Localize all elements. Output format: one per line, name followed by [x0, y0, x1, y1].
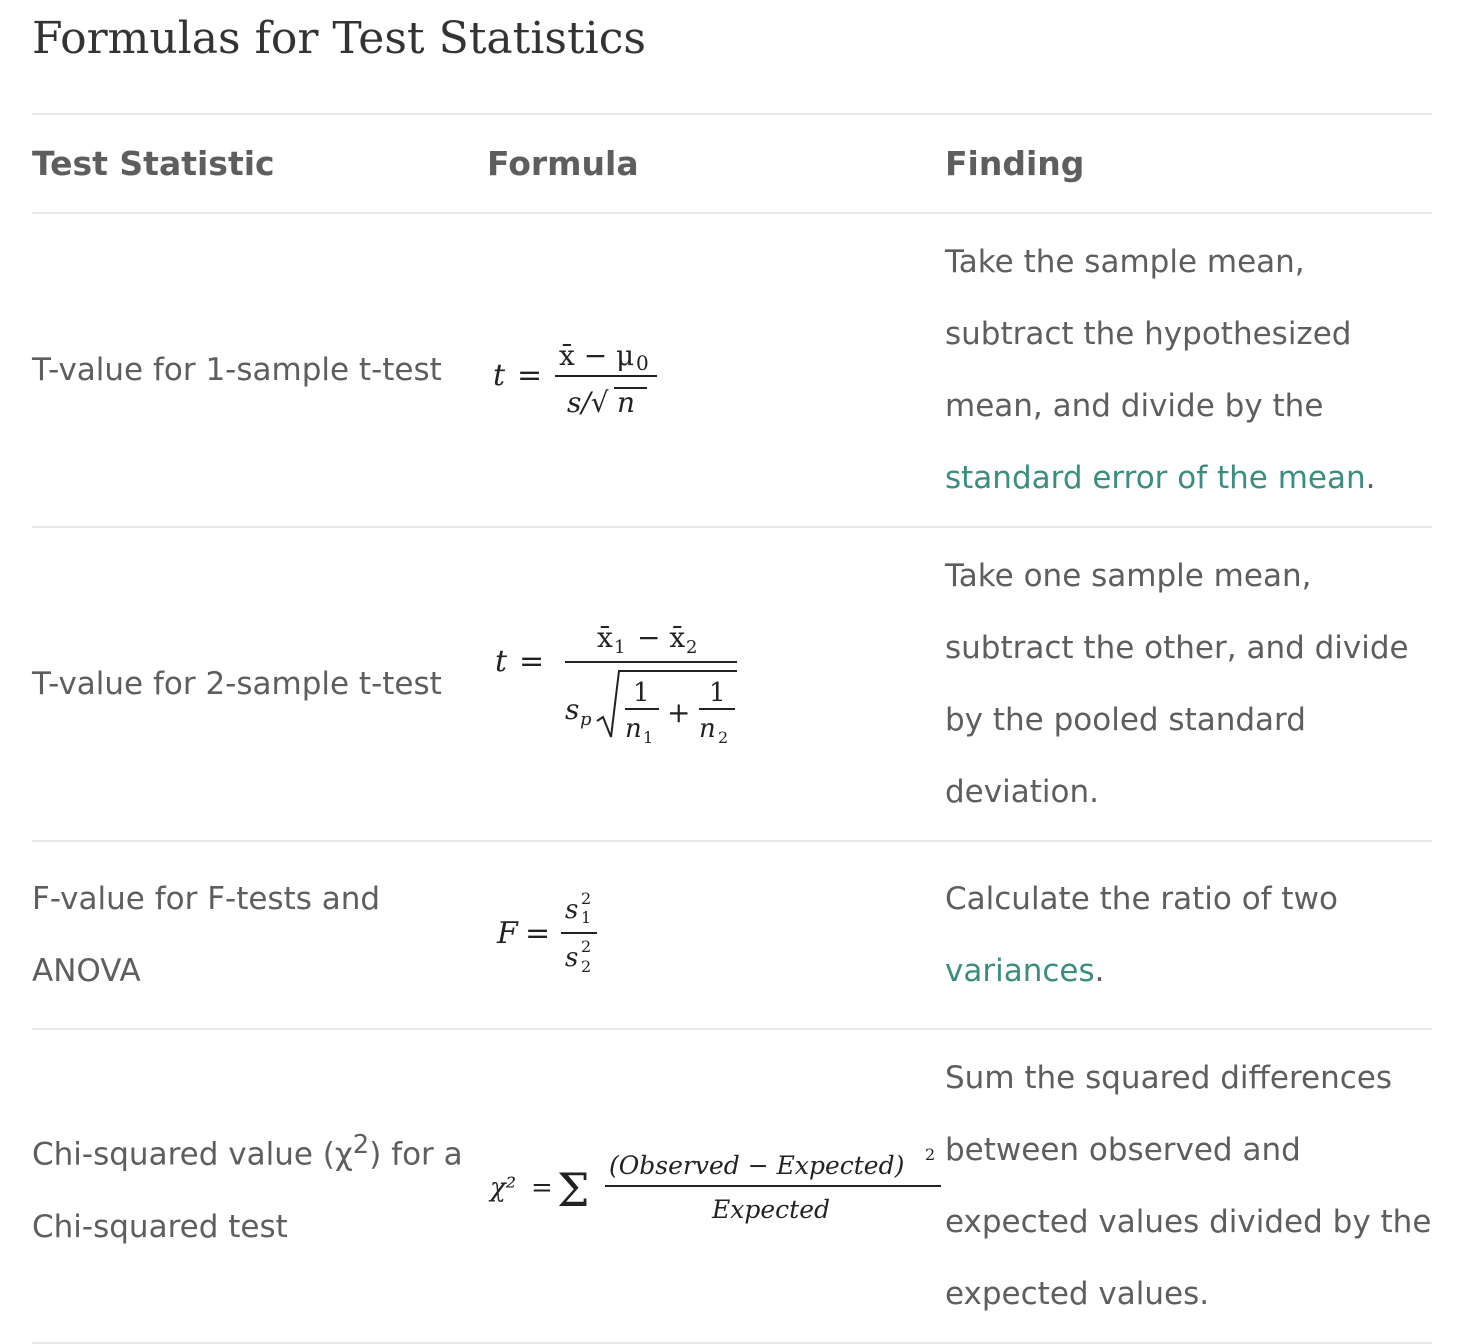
table-header-row	[32, 114, 1432, 213]
header-formula: Formula	[487, 114, 945, 213]
svg-text:t: t	[495, 644, 508, 679]
table-row	[32, 1029, 1432, 1343]
svg-text:2: 2	[581, 937, 592, 956]
svg-text:2: 2	[718, 728, 729, 747]
page-title: Formulas for Test Statistics	[32, 13, 646, 64]
svg-text:n: n	[699, 714, 716, 744]
chi-denominator: Expected	[712, 1195, 830, 1224]
table-row	[32, 213, 1432, 527]
svg-text:2: 2	[686, 637, 698, 658]
finding-text: Take one sample mean, subtract the other, and divide by the pooled standard deviation.	[945, 527, 1432, 841]
svg-text:0: 0	[636, 351, 649, 375]
svg-text:2: 2	[581, 889, 592, 908]
svg-text:=: =	[517, 358, 543, 393]
formula-t-one-sample	[487, 213, 945, 527]
formula-f-value	[487, 841, 945, 1029]
statistic-name: F-value for F-tests and ANOVA	[32, 841, 487, 1029]
statistic-name: Chi-squared value $(\chi^2)$ for a Chi-squared test	[32, 1029, 487, 1343]
formula-image	[487, 1136, 945, 1236]
table-row	[32, 841, 1432, 1029]
svg-text:− x̄: − x̄	[637, 621, 686, 654]
svg-text:=: =	[519, 644, 545, 679]
svg-text:p: p	[580, 709, 592, 730]
svg-text:=: =	[525, 916, 551, 951]
standard-error-link[interactable]: standard error of the mean	[945, 460, 1366, 496]
svg-text:s: s	[565, 943, 579, 973]
svg-text:s: s	[565, 895, 579, 925]
svg-text:1: 1	[709, 678, 726, 708]
svg-text:=: =	[531, 1173, 553, 1203]
formula-t-two-sample	[487, 527, 945, 841]
formula-image	[487, 880, 637, 990]
finding-text: Calculate the ratio of two variances.	[945, 841, 1432, 1029]
svg-text:F: F	[497, 916, 518, 951]
statistic-name: T-value for 1-sample t-test	[32, 213, 487, 527]
statistic-name: T-value for 2-sample t-test	[32, 527, 487, 841]
finding-text: Take the sample mean, subtract the hypothesized mean, and divide by the standard error of the mean.	[945, 213, 1432, 527]
svg-text:s: s	[565, 693, 580, 726]
svg-text:1: 1	[581, 908, 592, 927]
formula-chi-squared	[487, 1029, 945, 1343]
table-row	[32, 527, 1432, 841]
variances-link[interactable]: variances	[945, 953, 1095, 989]
svg-text:n: n	[617, 386, 636, 419]
svg-text:2: 2	[581, 957, 592, 976]
svg-text:n: n	[625, 714, 642, 744]
formula-image	[487, 609, 747, 759]
svg-text:s/√: s/√	[567, 386, 609, 419]
formula-image	[487, 320, 687, 420]
test-statistics-table	[32, 113, 1432, 1344]
svg-text:2: 2	[925, 1145, 936, 1164]
svg-text:+: +	[667, 696, 691, 729]
svg-text:χ²: χ²	[490, 1173, 517, 1203]
svg-text:x̄ − μ: x̄ − μ	[559, 339, 635, 372]
svg-text:Σ: Σ	[557, 1163, 590, 1217]
finding-text: Sum the squared differences between observed and expected values divided by the expected values.	[945, 1029, 1432, 1343]
header-finding: Finding	[945, 114, 1432, 213]
svg-text:1: 1	[614, 637, 626, 658]
svg-text:x̄: x̄	[597, 621, 613, 654]
chi-numerator: (Observed − Expected)	[609, 1151, 905, 1180]
svg-text:1: 1	[633, 678, 650, 708]
header-test-statistic: Test Statistic	[32, 114, 487, 213]
svg-text:1: 1	[643, 728, 654, 747]
svg-text:t: t	[493, 358, 506, 393]
